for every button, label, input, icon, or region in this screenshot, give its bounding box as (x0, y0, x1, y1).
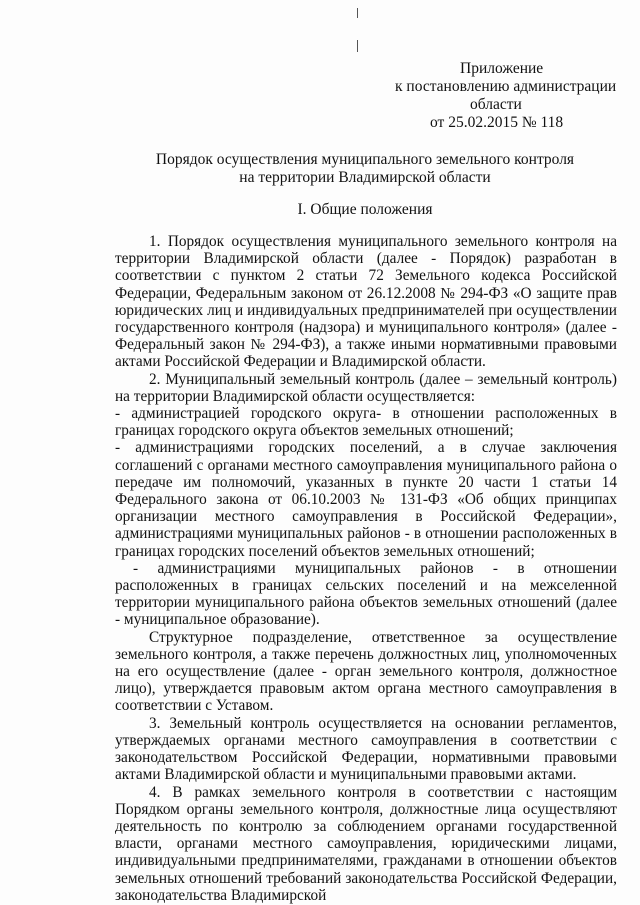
scan-artifact-line (357, 8, 358, 18)
approval-line: области (470, 96, 522, 113)
list-item: - администрациями муниципальных районов - в отношении расположенных в границах сельских поселений и на межселенной территории муниципального района объектов земельных отношений (далее - муниципальное образование). (115, 559, 617, 629)
document-body (115, 233, 617, 904)
document-title (100, 151, 630, 187)
list-item: - администрациями городских поселений, а в случае заключения соглашений с органами местного самоуправления муниципального района о передаче им полномочий, указанных в пункте 20 части 1 статьи 14 Федерального закона от 06.10.2003 № 131-ФЗ «Об общих принципах организации местного самоуправления в Российской Федерации», администрациями муниципальных районов - в отношении расположенных в границах городских поселений объектов земельных отношений; (115, 439, 617, 560)
title-line: Порядок осуществления муниципального земельного контроля (155, 151, 575, 168)
paragraph: 3. Земельный контроль осуществляется на основании регламентов, утверждаемых органами местного самоуправления в соответствии с законодательством Российской Федерации, нормативными правовыми актами Владимирской области и муниципальными правовыми актами. (115, 714, 617, 784)
scan-artifact-line (357, 40, 358, 52)
approval-date-line: от 25.02.2015 № 118 (430, 114, 564, 131)
paragraph: 1. Порядок осуществления муниципального земельного контроля на территории Владимирской области (далее - Порядок) разработан в соответствии с пунктом 2 статьи 72 Земельного кодекса Российской Федерации, Федеральным законом от 26.12.2008 № 294-ФЗ «О защите прав юридических лиц и индивидуальных предпринимателей при осуществлении государственного контроля (надзора) и муниципального контроля» (далее - Федеральный закон № 294-ФЗ), а также иными нормативными правовыми актами Российской Федерации и Владимирской области. (115, 233, 617, 371)
section-heading: I. Общие положения (297, 201, 433, 218)
approval-line: Приложение (460, 60, 544, 77)
list-item: - администрацией городского округа- в отношении расположенных в границах городского округа объектов земельных отношений; (115, 405, 617, 440)
approval-header (380, 60, 617, 132)
paragraph: Структурное подразделение, ответственное за осуществление земельного контроля, а также перечень должностных лиц, уполномоченных на его осуществление (далее - орган земельного контроля, должностное лицо), утверждается правовым актом органа местного самоуправления в соответствии с Уставом. (115, 628, 617, 715)
approval-line: к постановлению администрации (395, 78, 617, 95)
title-line: на территории Владимирской области (239, 169, 491, 186)
paragraph: 2. Муниципальный земельный контроль (далее – земельный контроль) на территории Владимирской области осуществляется: (115, 370, 617, 405)
paragraph: 4. В рамках земельного контроля в соответствии с настоящим Порядком органы земельного контроля, должностные лица осуществляют деятельность по контролю за соблюдением органами государственной власти, органами местного самоуправления, юридическими лицами, индивидуальными предпринимателями, гражданами в отношении объектов земельных отношений требований законодательства Российской Федерации, законодательства Владимирской (115, 783, 617, 904)
